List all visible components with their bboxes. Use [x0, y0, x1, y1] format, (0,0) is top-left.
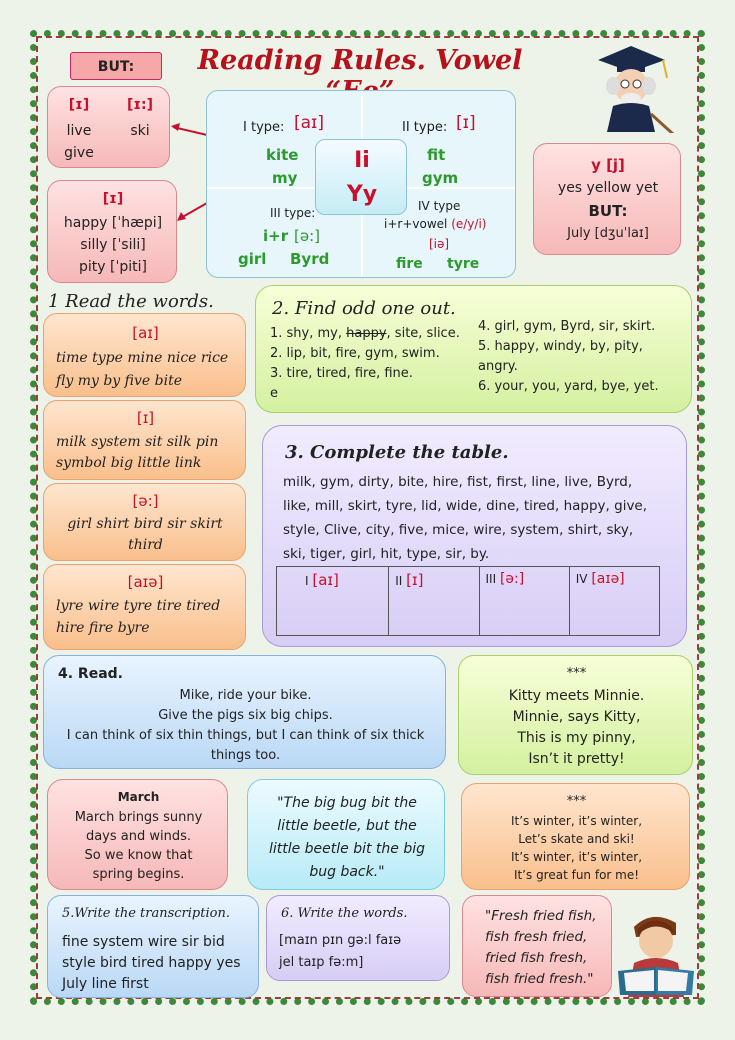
type3-label: III type: [270, 206, 316, 220]
type1-word1: kite [266, 146, 299, 164]
ex2-right-list [478, 317, 688, 397]
type4-word1: fire [396, 256, 423, 272]
boy-reading-illustration [614, 905, 699, 997]
ex3-line: style, Clive, city, five, mice, wire, system, shirt, sky, [283, 522, 634, 538]
kitty-poem-box [458, 655, 693, 775]
march-line: So we know that [84, 848, 193, 863]
ex2-struck-word: happy [346, 326, 387, 341]
march-line: March brings sunny [74, 810, 203, 825]
ex2-item: angry. [478, 359, 518, 374]
bug-text [248, 792, 446, 884]
ex2-item: 3. tire, tired, fire, fine. [270, 366, 413, 381]
winter-line: It’s great fun for me! [513, 868, 640, 882]
ex6-line: [maɪn pɪn gə:l faɪə [279, 933, 402, 948]
exception-sym-1: [ɪ] [68, 97, 90, 113]
type4-rule-vowels: (e/y/i) [451, 217, 487, 231]
winter-line: It’s winter, it’s winter, [510, 814, 643, 828]
ex3-line: milk, gym, dirty, bite, hire, fist, first, line, live, Byrd, [283, 474, 633, 490]
ex2-item-text: 1. shy, my, [270, 326, 347, 341]
y-box [533, 143, 681, 255]
fish-tongue-twister-box [462, 895, 612, 997]
ex2-item: 6. your, you, yard, bye, yet. [478, 379, 659, 394]
ex3-words [283, 470, 683, 566]
type4-rule-text: i+r+vowel [384, 217, 448, 231]
ex5-title: 5.Write the transcription. [62, 906, 230, 921]
ex6-title: 6. Write the words. [281, 906, 408, 921]
ex1-group-line2: fly my by five bite [56, 373, 182, 389]
ex3-col-num: II [395, 574, 403, 588]
ex5-box [47, 895, 259, 998]
type3-sym: [ə:] [294, 227, 320, 245]
march-line: days and winds. [85, 829, 192, 844]
winter-stars: *** [566, 794, 587, 809]
word-ski: ski [130, 123, 150, 139]
ex4-line: I can think of six thin things, but I can think of six thick [66, 728, 425, 743]
winter-poem-box [461, 783, 690, 890]
ex4-line: Give the pigs six big chips. [158, 708, 333, 723]
winter-line: It’s winter, it’s winter, [510, 850, 643, 864]
ex5-line: July line first [62, 976, 149, 992]
ex3-col-sym: [ɪ] [406, 571, 424, 589]
ex2-item [270, 324, 480, 344]
type2-word2: gym [422, 169, 459, 187]
fish-text [485, 906, 613, 990]
ex3-table[interactable] [276, 566, 660, 636]
ex2-item: 4. girl, gym, Byrd, sir, skirt. [478, 319, 656, 334]
kitty-stars: *** [566, 666, 587, 681]
ex6-box [266, 895, 450, 981]
kitty-line: Kitty meets Minnie. [508, 688, 645, 704]
y-sound: y [j] [591, 156, 625, 174]
but-label: BUT: [70, 52, 162, 80]
fish-line: "Fresh fried fish, [485, 908, 597, 924]
ex3-box [262, 425, 687, 647]
ex3-col[interactable] [277, 567, 389, 635]
type2-word1: fit [427, 146, 446, 164]
type4-sym: [iə] [429, 237, 450, 251]
type3-word2: Byrd [290, 250, 330, 268]
type4-word2: tyre [447, 256, 480, 272]
ex1-group-er [43, 483, 246, 561]
word-happy: happy [ˈhæpi] [63, 215, 163, 231]
ex6-transcriptions [279, 930, 449, 974]
ex5-words [62, 932, 260, 995]
ex2-item: e [270, 386, 278, 401]
page-title: Reading Rules. Vowel [197, 45, 523, 76]
fish-line: fish fresh fried, [485, 929, 588, 945]
ex1-group-sym: [aɪ] [132, 324, 159, 342]
ex3-col-sym: [aɪə] [591, 571, 625, 587]
ex3-col-sym: [aɪ] [312, 571, 339, 589]
bug-line: bug back." [309, 864, 385, 880]
fish-line: fish fried fresh." [485, 971, 594, 987]
ex2-item-text: , site, slice. [386, 326, 460, 341]
ex3-col-num: IV [575, 572, 588, 586]
ex2-box [255, 285, 692, 413]
ex3-col[interactable] [389, 567, 479, 635]
ex1-group-line1: girl shirt bird sir skirt [67, 516, 223, 532]
ex4-line: Mike, ride your bike. [179, 688, 312, 703]
ex1-group-sym: [aɪə] [127, 573, 164, 591]
winter-poem [462, 812, 691, 884]
word-give: give [64, 145, 94, 161]
ex3-col-sym: [ə:] [499, 571, 525, 587]
exception-sym: [ɪ] [102, 191, 124, 207]
ex3-title: 3. Complete the table. [285, 442, 509, 463]
ex1-group-line1: time type mine nice rice [56, 350, 229, 366]
ex1-group-line1: lyre wire tyre tire tired [56, 598, 221, 614]
type1-label: I type: [243, 120, 285, 135]
ex1-group-i [43, 400, 246, 480]
ex3-col[interactable] [570, 567, 659, 635]
ex1-group-line2: symbol big little link [56, 455, 202, 471]
ex5-line: style bird tired happy yes [62, 955, 241, 971]
bug-line: little beetle bit the big [268, 841, 426, 857]
ex3-col[interactable] [480, 567, 570, 635]
type1-word2: my [272, 169, 298, 187]
ex1-group-line2: third [128, 537, 163, 553]
ex4-title: 4. Read. [58, 666, 123, 682]
ex4-box [43, 655, 446, 769]
ex1-group-sym: [ə:] [132, 492, 159, 510]
march-line: spring begins. [92, 867, 185, 882]
ex6-line: jel taɪp fə:m] [279, 955, 364, 970]
type2-label: II type: [402, 120, 448, 135]
ex2-item: 2. lip, bit, fire, gym, swim. [270, 346, 440, 361]
ex1-group-line1: milk system sit silk pin [56, 434, 219, 450]
bug-line: "The big bug bit the [277, 795, 417, 811]
ex1-group-aie [43, 564, 246, 650]
ex5-line: fine system wire sir bid [62, 934, 225, 950]
exception-sym-2: [ɪ:] [126, 97, 154, 113]
letters-center-box [315, 139, 407, 215]
type4-label: IV type [418, 199, 461, 213]
y-examples: yes yellow yet [557, 180, 659, 196]
bug-tongue-twister-box [247, 779, 445, 890]
ex3-col-num: I [305, 574, 309, 588]
ex1-group-line2: hire fire byre [56, 620, 150, 636]
type3-word1: girl [238, 250, 267, 268]
y-but: BUT: [588, 202, 628, 220]
winter-line: Let’s skate and ski! [518, 832, 635, 846]
word-silly: silly [ˈsili] [80, 237, 146, 253]
word-pity: pity [ˈpiti] [79, 259, 147, 275]
kitty-line: This is my pinny, [517, 730, 636, 746]
type2-sym: [ɪ] [456, 113, 476, 133]
exception-box-live-ski [47, 86, 170, 168]
march-title: March [117, 790, 160, 804]
march-poem-box [47, 779, 228, 890]
ex1-title: 1 Read the words. [48, 291, 214, 312]
ex2-item: 5. happy, windy, by, pity, [478, 339, 643, 354]
type3-rule: i+r [263, 227, 289, 245]
bug-line: little beetle, but the [277, 818, 417, 834]
letter-yy: Yy [346, 182, 378, 207]
ex3-line: ski, tiger, girl, hit, type, sir, by. [283, 546, 490, 562]
ex3-line: like, mill, skirt, tyre, lid, wide, dine, tired, happy, give, [283, 498, 648, 514]
ex2-title: 2. Find odd one out. [272, 298, 456, 319]
ex1-group-ai [43, 313, 246, 397]
y-july: July [dʒuˈlaɪ] [567, 226, 649, 241]
kitty-poem [459, 686, 694, 770]
professor-illustration [583, 38, 678, 133]
letter-ii: Ii [354, 148, 370, 173]
kitty-line: Minnie, says Kitty, [512, 709, 641, 725]
type1-sym: [aɪ] [294, 113, 324, 133]
ex4-line: things too. [210, 748, 281, 763]
ex1-group-sym: [ɪ] [136, 409, 155, 427]
fish-line: fried fish fresh, [485, 950, 588, 966]
word-live: live [66, 123, 92, 139]
ex4-text [44, 686, 447, 766]
type4-rule [384, 215, 486, 234]
ex2-left-list [270, 324, 480, 404]
exception-box-happy [47, 180, 177, 283]
kitty-line: Isn’t it pretty! [528, 751, 625, 767]
ex3-col-num: III [485, 572, 497, 586]
march-poem [48, 808, 229, 884]
